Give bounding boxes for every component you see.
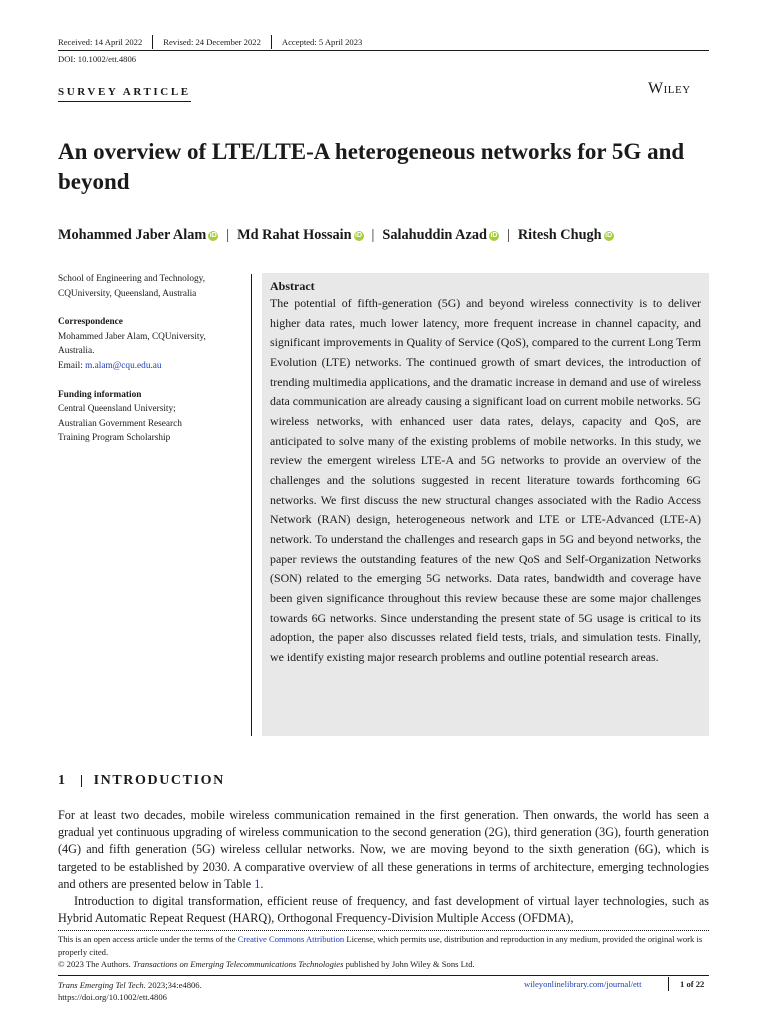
orcid-icon[interactable]: iD: [355, 231, 363, 239]
section-number: 1: [58, 773, 67, 788]
license-text: License, which permits use, distribution and reproduction in any medium, provided the original work is properly cited.: [58, 934, 703, 957]
author-list: [58, 227, 614, 244]
funding-line: Central Queensland University;: [58, 404, 176, 415]
publisher-logo: Wiley: [648, 80, 691, 97]
funding-heading: Funding information: [58, 389, 142, 400]
paragraph-end: .: [260, 876, 264, 891]
orcid-icon[interactable]: iD: [605, 231, 613, 239]
received-date: Received: 14 April 2022: [58, 37, 143, 47]
license-footnote: [58, 933, 709, 958]
date-separator: [271, 35, 272, 49]
article-title: An overview of LTE/LTE-A heterogeneous networks for 5G and beyond: [58, 139, 685, 194]
column-divider: [251, 274, 252, 736]
journal-abbrev: Trans Emerging Tel Tech.: [58, 980, 146, 990]
page-number: 1 of 22: [680, 979, 705, 989]
email-label: Email:: [58, 360, 86, 371]
journal-citation: [58, 979, 202, 1003]
copyright-line: [58, 958, 709, 971]
article-info-column: [58, 272, 238, 460]
orcid-icon[interactable]: iD: [490, 231, 498, 239]
footnote-rule: [58, 930, 709, 931]
history-dates: [58, 34, 708, 50]
author-separator: |: [506, 227, 510, 243]
revised-date: Revised: 24 December 2022: [163, 37, 261, 47]
journal-website-link[interactable]: wileyonlinelibrary.com/journal/ett: [524, 979, 642, 989]
correspondence-line: Australia.: [58, 346, 95, 357]
copyright-journal: Transactions on Emerging Telecommunications Technologies: [132, 959, 344, 969]
author-separator: |: [226, 227, 230, 243]
paragraph-text: For at least two decades, mobile wireless communication remained in the first generation. Then onwards, the world has seen a gradual yet continuous upgrading of wireless communication to the second generation (2G), third generation (3G), fourth generation (4G) and fifth generation (5G) wireless cellular networks. Now, we are moving beyond to the sixth generation (6G), which is targeted to be established by 2030. A comparative overview of all these generations in terms of architecture, emerging technologies and others are presented below in Table: [58, 808, 709, 891]
author-name[interactable]: Md Rahat Hossain: [237, 227, 352, 243]
citation-volume: 2023;34:e4806.: [145, 980, 202, 990]
table-link[interactable]: 1: [254, 876, 261, 891]
article-type-label: SURVEY ARTICLE: [58, 86, 191, 102]
correspondence-heading: Correspondence: [58, 317, 123, 328]
funding: [58, 388, 238, 446]
correspondence: [58, 315, 238, 373]
affiliation-line: CQUniversity, Queensland, Australia: [58, 288, 197, 299]
citation-line: [58, 979, 202, 991]
copyright-text: published by John Wiley & Sons Ltd.: [343, 959, 475, 969]
author-name[interactable]: Ritesh Chugh: [517, 227, 602, 243]
footer-rule: [58, 975, 709, 976]
doi[interactable]: DOI: 10.1002/ett.4806: [58, 54, 137, 64]
orcid-icon[interactable]: iD: [209, 231, 217, 239]
affiliation-line: School of Engineering and Technology,: [58, 274, 206, 284]
abstract-box: [262, 273, 709, 736]
intro-paragraph: Introduction to digital transformation, efficient reuse of frequency, and fast development of virtual layer technologies, such as Hybrid Automatic Repeat Request (HARQ), Orthogonal Frequency-Division Multiple Access (OFDMA),: [58, 894, 709, 926]
email-line: [58, 359, 238, 374]
abstract-text: The potential of fifth-generation (5G) and beyond wireless connectivity is to deliver higher data rates, much lower latency, more frequent increase in channel capacity, and significant improvements in Quality of Service (QoS), compared to the current Long Term Evolution (LTE) networks. The continued growth of smart devices, the introduction of trending multimedia applications, and the dramatic increase in demand and use of wireless data communication are already causing a significant load on current mobile networks. 5G wireless networks, with enhanced user data rates, delays, capacity and QoS, are anticipated to solve many of the existing problems of mobile networks. In this study, we review the emergent wireless LTE-A and 5G networks to provide an overview of the challenges and the solutions suggested in recent literature towards forthcoming 6G networks. We first discuss the new structural changes associated with the Radio Access Network (RAN) design, heterogeneous network and LTE or LTE-Advanced (LTE-A) network. To understand the challenges and research gaps in 5G and beyond networks, the paper reviews the outstanding features of the new QoS and Self-Organization Networks (SON) related to the emerging 5G networks. Data rates, bandwidth and coverage have been given significance throughout this review because these are some major challenges towards 6G networks. Since understanding the present state of 5G usage is critical to its adoption, the paper also discusses related field tests, trials, and simulation tests. Finally, we identify existing major research problems and outline potential research areas.: [270, 296, 701, 664]
section-title: INTRODUCTION: [93, 773, 225, 788]
accepted-date: Accepted: 5 April 2023: [281, 37, 363, 47]
date-separator: [152, 35, 153, 49]
correspondence-line: Mohammed Jaber Alam, CQUniversity,: [58, 331, 206, 342]
affiliation: [58, 272, 238, 301]
email-link[interactable]: m.alam@cqu.edu.au: [85, 360, 162, 371]
funding-line: Australian Government Research: [58, 418, 182, 429]
author-name[interactable]: Salahuddin Azad: [382, 227, 487, 243]
heading-separator: [81, 775, 82, 787]
author-separator: |: [371, 227, 375, 243]
author-name[interactable]: Mohammed Jaber Alam: [58, 227, 207, 243]
header-rule: [58, 50, 709, 51]
license-link[interactable]: Creative Commons Attribution: [237, 934, 345, 944]
footer-separator: [668, 977, 669, 991]
license-text: This is an open access article under the terms of the: [58, 934, 238, 944]
funding-line: Training Program Scholarship: [58, 433, 171, 444]
section-heading: [58, 773, 225, 789]
doi-url[interactable]: https://doi.org/10.1002/ett.4806: [58, 992, 167, 1003]
intro-paragraph: [58, 807, 709, 893]
abstract-heading: Abstract: [270, 279, 315, 293]
copyright-text: © 2023 The Authors.: [58, 959, 133, 969]
